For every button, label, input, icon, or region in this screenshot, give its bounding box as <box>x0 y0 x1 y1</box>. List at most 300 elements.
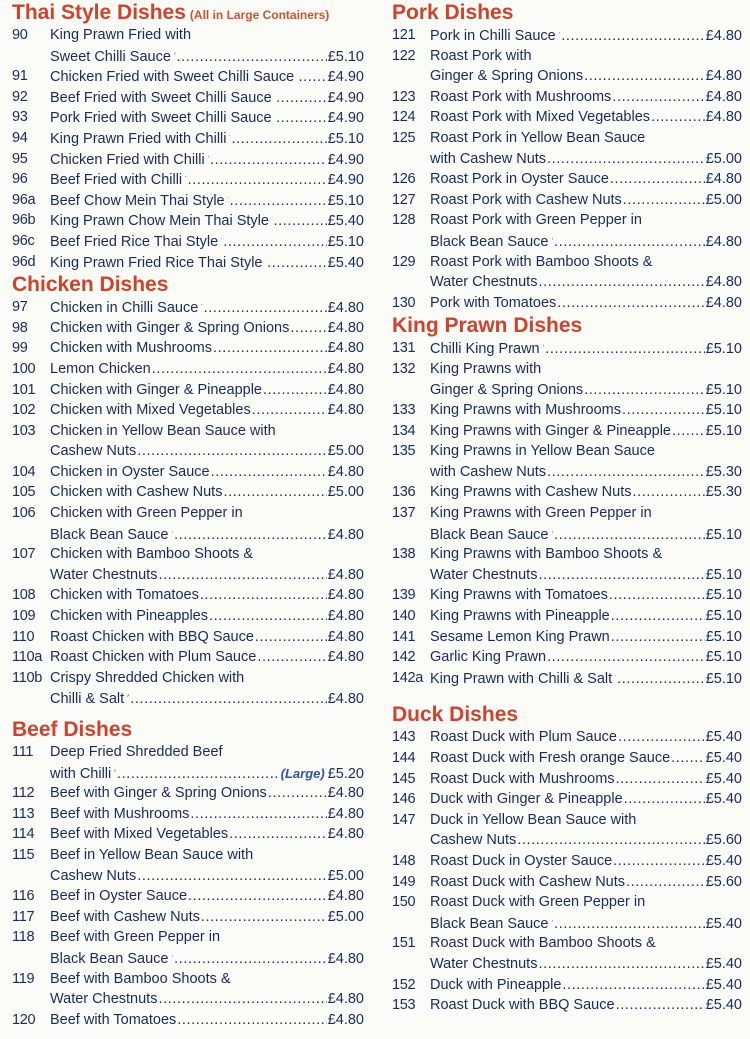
menu-item <box>392 892 742 933</box>
item-name: King Prawns with <box>430 360 542 377</box>
chilli-pepper-icon <box>221 231 222 246</box>
item-name: Beef Fried with Chilli <box>50 172 183 189</box>
dot-leader <box>158 989 326 1010</box>
chilli-pepper-icon <box>272 210 273 225</box>
dot-leader <box>174 525 327 546</box>
item-number: 103 <box>12 422 36 439</box>
menu-item <box>392 107 742 128</box>
item-price: £5.10 <box>705 628 742 645</box>
item-price: £5.60 <box>705 832 742 849</box>
menu-item <box>392 210 742 251</box>
menu-item <box>392 872 742 893</box>
menu-item <box>12 927 364 968</box>
menu-section-chicken-dishes <box>12 272 364 709</box>
item-name: Cashew Nuts <box>430 832 517 849</box>
chilli-pepper-icon <box>543 338 545 353</box>
dot-leader <box>622 400 705 421</box>
item-price: £5.40 <box>705 915 742 932</box>
item-price: £4.80 <box>327 381 364 398</box>
item-name: Black Bean Sauce <box>430 233 549 250</box>
item-price: £4.80 <box>327 826 364 843</box>
menu-item <box>12 87 364 108</box>
menu-item <box>392 128 742 169</box>
item-number: 110a <box>12 649 42 666</box>
item-number: 153 <box>392 997 416 1014</box>
item-name: King Prawns with Cashew Nuts <box>430 484 632 501</box>
dot-leader <box>618 727 705 748</box>
menu-item <box>12 783 364 804</box>
menu-item <box>392 668 742 689</box>
item-name: Garlic King Prawn <box>430 649 547 666</box>
menu-item <box>392 293 742 314</box>
item-price: £5.10 <box>705 587 742 604</box>
dot-leader <box>252 400 327 421</box>
dot-leader <box>209 606 327 627</box>
menu-item <box>12 380 364 401</box>
item-number: 135 <box>392 443 416 460</box>
item-price: £4.80 <box>327 950 364 967</box>
item-number: 133 <box>392 402 416 419</box>
item-name: Roast Pork with <box>430 47 532 64</box>
menu-item <box>12 503 364 544</box>
item-price: £5.10 <box>327 192 364 209</box>
item-number: 152 <box>392 976 416 993</box>
item-price: £5.40 <box>705 750 742 766</box>
item-number: 94 <box>12 129 28 146</box>
menu-item <box>392 421 742 442</box>
item-price: £5.10 <box>705 526 742 543</box>
dot-leader <box>672 421 705 442</box>
chilli-pepper-icon <box>552 913 554 928</box>
menu-item <box>12 128 364 149</box>
dot-leader <box>616 995 705 1016</box>
chilli-pepper-icon <box>185 169 186 184</box>
item-name: Chicken with Cashew Nuts <box>50 484 223 501</box>
item-price: £4.80 <box>705 68 742 85</box>
dot-leader <box>298 67 326 88</box>
item-number: 131 <box>392 340 416 357</box>
item-price: £4.80 <box>327 587 364 604</box>
dot-leader <box>562 975 704 996</box>
dot-leader <box>557 293 704 314</box>
item-price: £5.10 <box>705 608 742 625</box>
item-price: £4.80 <box>705 233 742 250</box>
item-number: 93 <box>12 109 28 126</box>
item-number: 128 <box>392 212 416 229</box>
menu-column-left <box>12 0 364 1030</box>
dot-leader <box>624 789 705 810</box>
item-name: Beef with Tomatoes <box>50 1011 177 1028</box>
item-number: 91 <box>12 68 28 85</box>
menu-item <box>392 769 742 790</box>
section-title-text: King Prawn Dishes <box>392 314 583 338</box>
item-price: £5.40 <box>705 770 742 787</box>
item-name: Chicken with Ginger & Spring Onions <box>50 319 290 336</box>
item-number: 95 <box>12 150 28 167</box>
item-name: King Prawns with Bamboo Shoots & <box>430 546 663 563</box>
item-number: 120 <box>12 1011 36 1028</box>
menu-section-thai-style-dishes <box>12 0 364 272</box>
menu-item <box>392 647 742 668</box>
item-name: King Prawn with Chilli & Salt <box>430 670 613 687</box>
item-number: 119 <box>12 970 35 987</box>
menu-item <box>392 400 742 421</box>
chilli-pepper-icon <box>552 524 554 539</box>
item-price: £4.80 <box>327 991 364 1008</box>
menu-item <box>392 606 742 627</box>
menu-item <box>12 359 364 380</box>
section-note: (All in Large Containers) <box>189 8 330 22</box>
menu-item <box>392 585 742 606</box>
item-name: Roast Pork with Bamboo Shoots & <box>430 253 653 270</box>
item-price: £4.80 <box>327 691 364 708</box>
item-name: Sesame Lemon King Prawn <box>430 628 610 645</box>
item-price: £4.80 <box>327 402 364 419</box>
item-name: Roast Duck in Oyster Sauce <box>430 852 613 869</box>
dot-leader <box>130 689 326 710</box>
item-price: £4.90 <box>327 151 364 168</box>
item-price: £4.80 <box>327 1011 364 1028</box>
item-number: 97 <box>12 299 28 316</box>
chilli-pepper-icon <box>201 297 202 312</box>
menu-item <box>12 647 364 668</box>
item-price: £5.40 <box>705 997 742 1014</box>
section-title <box>12 272 364 297</box>
item-price: £5.00 <box>705 150 742 167</box>
section-title <box>392 313 742 338</box>
menu-item <box>12 338 364 359</box>
item-name: Roast Chicken with Plum Sauce <box>50 649 257 666</box>
menu-item <box>392 338 742 359</box>
section-title-text: Thai Style Dishes <box>12 1 186 24</box>
dot-leader <box>223 482 326 503</box>
item-number: 141 <box>392 628 416 645</box>
dot-leader <box>158 565 326 586</box>
item-name: Deep Fried Shredded Beef <box>50 744 223 760</box>
item-name: Water Chestnuts <box>50 566 158 583</box>
item-name: Roast Duck with Bamboo Shoots & <box>430 935 656 952</box>
item-name: King Prawn Fried with <box>50 27 192 43</box>
item-name: Chicken with Ginger & Pineapple <box>50 381 262 398</box>
menu-item <box>12 845 364 886</box>
item-number: 138 <box>392 546 416 563</box>
menu-item <box>392 252 742 293</box>
section-title-text: Duck Dishes <box>392 703 519 727</box>
menu-item <box>12 421 364 462</box>
item-name: Beef in Oyster Sauce <box>50 888 188 905</box>
item-price: £4.80 <box>327 888 364 905</box>
menu-item <box>12 297 364 318</box>
item-name: Beef in Yellow Bean Sauce with <box>50 846 254 863</box>
item-number: 121 <box>392 27 416 43</box>
dot-leader <box>231 129 326 150</box>
menu-item <box>12 1010 364 1031</box>
dot-leader <box>617 669 705 690</box>
menu-item <box>12 66 364 87</box>
item-price: £4.80 <box>705 274 742 291</box>
menu-item <box>12 400 364 421</box>
dot-leader <box>263 380 327 401</box>
item-name: Beef with Mixed Vegetables <box>50 826 229 843</box>
item-price: £5.40 <box>327 213 364 230</box>
item-number: 96d <box>12 253 36 270</box>
item-name: Pork with Tomatoes <box>430 294 557 311</box>
section-title <box>392 702 742 727</box>
item-name: Roast Pork with Mushrooms <box>430 88 612 105</box>
chilli-pepper-icon <box>127 688 129 703</box>
menu-item <box>392 169 742 190</box>
item-number: 101 <box>12 381 36 398</box>
menu-section-beef-dishes <box>12 717 364 1030</box>
dot-leader <box>188 886 327 907</box>
item-number: 123 <box>392 88 416 105</box>
item-price: £5.40 <box>705 976 742 993</box>
item-price: £5.00 <box>327 484 364 501</box>
item-number: 151 <box>392 935 416 952</box>
item-number: 134 <box>392 422 416 439</box>
dot-leader <box>177 1010 326 1031</box>
item-name: Pork Fried with Sweet Chilli Sauce <box>50 110 272 127</box>
dot-leader <box>152 359 327 380</box>
item-price: £5.10 <box>705 670 742 687</box>
chilli-pepper-icon <box>174 46 176 61</box>
item-name: Black Bean Sauce <box>430 915 549 932</box>
item-number: 112 <box>12 785 35 802</box>
item-number: 92 <box>12 88 28 105</box>
item-price: £4.90 <box>327 110 364 127</box>
dot-leader <box>255 627 327 648</box>
item-name: King Prawn Chow Mein Thai Style <box>50 213 269 230</box>
item-price: £5.30 <box>705 484 742 501</box>
item-number: 142 <box>392 649 416 666</box>
item-name: Ginger & Spring Onions <box>430 68 584 85</box>
item-price: £5.00 <box>327 867 364 884</box>
dot-leader <box>554 914 705 935</box>
item-number: 148 <box>392 852 416 869</box>
dot-leader <box>188 170 327 191</box>
item-number: 107 <box>12 546 36 563</box>
item-name: Duck with Pineapple <box>430 976 562 993</box>
item-number: 122 <box>392 47 416 64</box>
item-number: 110b <box>12 669 42 686</box>
menu-item <box>392 46 742 87</box>
item-name: Beef with Cashew Nuts <box>50 908 200 925</box>
item-number: 129 <box>392 253 416 270</box>
item-name: Chilli & Salt <box>50 691 125 708</box>
item-name: King Prawns with Ginger & Pineapple <box>430 422 671 439</box>
item-name: Beef with Ginger & Spring Onions <box>50 785 267 802</box>
item-number: 90 <box>12 27 28 43</box>
item-name: Roast Duck with Cashew Nuts <box>430 873 626 890</box>
menu-item <box>12 190 364 211</box>
menu-item <box>12 318 364 339</box>
dot-leader <box>213 338 327 359</box>
item-name: Cashew Nuts <box>50 443 137 460</box>
dot-leader <box>651 107 705 128</box>
item-price: £4.80 <box>327 360 364 377</box>
dot-leader <box>538 565 704 586</box>
menu-item <box>12 210 364 231</box>
dot-leader <box>268 783 327 804</box>
item-price: £5.40 <box>705 791 742 808</box>
dot-leader <box>561 26 704 47</box>
chilli-pepper-icon <box>615 668 616 683</box>
menu-item <box>392 810 742 851</box>
item-name: Water Chestnuts <box>430 955 538 972</box>
menu-item <box>12 886 364 907</box>
section-title <box>12 717 364 742</box>
item-number: 96b <box>12 212 36 229</box>
item-number: 146 <box>392 791 416 808</box>
dot-leader <box>210 150 327 171</box>
item-price: £5.10 <box>705 422 742 439</box>
item-number: 127 <box>392 191 416 208</box>
item-number: 115 <box>12 846 35 863</box>
menu-item <box>12 804 364 825</box>
item-name: Roast Pork with Mixed Vegetables <box>430 109 651 126</box>
dot-leader <box>276 88 327 109</box>
item-name: Roast Pork in Yellow Bean Sauce <box>430 129 646 146</box>
item-number: 102 <box>12 402 36 419</box>
item-price: £5.00 <box>705 191 742 208</box>
item-number: 144 <box>392 750 416 766</box>
item-number: 150 <box>392 894 416 911</box>
item-price: £5.10 <box>705 649 742 666</box>
item-name: King Prawn Fried with Chilli <box>50 130 227 147</box>
item-name: Black Bean Sauce <box>50 950 169 967</box>
item-price: £4.80 <box>327 300 364 317</box>
dot-leader <box>204 298 327 319</box>
dot-leader <box>584 380 705 401</box>
item-name: with Cashew Nuts <box>430 463 547 480</box>
item-price: £4.80 <box>705 109 742 126</box>
menu-item <box>12 482 364 503</box>
chilli-pepper-icon <box>208 149 209 164</box>
item-number: 143 <box>392 729 416 746</box>
chilli-pepper-icon <box>275 87 276 102</box>
dot-leader <box>290 318 326 339</box>
item-name: Chicken with Green Pepper in <box>50 505 243 522</box>
dot-leader <box>257 647 326 668</box>
item-number: 109 <box>12 608 36 625</box>
menu-item <box>12 606 364 627</box>
dot-leader <box>616 769 705 790</box>
item-number: 130 <box>392 294 416 311</box>
menu-item <box>12 907 364 928</box>
dot-leader <box>610 169 705 190</box>
item-number: 100 <box>12 360 36 377</box>
item-price: £5.00 <box>327 443 364 460</box>
item-price: £5.10 <box>705 566 742 583</box>
dot-leader <box>267 253 327 274</box>
menu-item <box>392 933 742 974</box>
item-number: 110 <box>12 628 35 645</box>
menu-item <box>392 748 742 769</box>
chilli-pepper-icon <box>114 763 116 778</box>
item-price: £4.90 <box>327 172 364 189</box>
menu-item <box>392 727 742 748</box>
item-name: Beef with Green Pepper in <box>50 929 221 946</box>
section-title-text: Beef Dishes <box>12 718 133 741</box>
item-price: £4.80 <box>327 805 364 822</box>
item-name: with Cashew Nuts <box>430 150 547 167</box>
item-number: 113 <box>12 805 35 822</box>
dot-leader <box>538 954 704 975</box>
dot-leader <box>229 824 327 845</box>
item-price: £5.30 <box>705 463 742 480</box>
dot-leader <box>612 87 704 108</box>
item-number: 132 <box>392 360 416 377</box>
item-name: Roast Pork with Green Pepper in <box>430 212 642 229</box>
item-price: £4.80 <box>327 340 364 357</box>
item-number: 99 <box>12 340 28 357</box>
item-name: Duck in Yellow Bean Sauce with <box>430 811 637 828</box>
item-number: 105 <box>12 484 36 501</box>
item-price: £4.80 <box>327 463 364 480</box>
dot-leader <box>671 748 705 769</box>
menu-item <box>392 975 742 996</box>
item-number: 104 <box>12 463 36 480</box>
item-price: £4.80 <box>705 88 742 105</box>
item-number: 140 <box>392 608 416 625</box>
item-size: (Large) <box>280 765 325 781</box>
item-name: Roast Duck with Fresh orange Sauce <box>430 750 671 766</box>
chilli-pepper-icon <box>275 107 276 122</box>
item-number: 108 <box>12 587 36 604</box>
item-number: 125 <box>392 129 416 146</box>
item-name: Beef Fried with Sweet Chilli Sauce <box>50 89 272 106</box>
item-name: Chicken in Chilli Sauce <box>50 300 199 317</box>
chilli-pepper-icon <box>266 252 267 267</box>
menu-item <box>392 851 742 872</box>
menu-item <box>12 544 364 585</box>
dot-leader <box>200 585 327 606</box>
menu-item <box>392 87 742 108</box>
item-number: 136 <box>392 484 416 501</box>
item-name: Chicken Fried with Chilli <box>50 151 205 168</box>
item-price: £4.80 <box>327 566 364 583</box>
menu-item <box>12 627 364 648</box>
item-price: £4.80 <box>327 649 364 666</box>
item-name: with Chilli <box>50 765 112 782</box>
item-name: Crispy Shredded Chicken with <box>50 669 245 686</box>
item-name: Pork in Chilli Sauce <box>430 28 556 44</box>
menu-item <box>392 441 742 482</box>
item-name: Chicken with Bamboo Shoots & <box>50 546 254 563</box>
item-number: 116 <box>12 888 35 905</box>
item-number: 96 <box>12 171 28 188</box>
item-number: 114 <box>12 826 35 843</box>
menu-item <box>12 462 364 483</box>
item-name: Beef Fried Rice Thai Style <box>50 233 219 250</box>
item-price: £5.10 <box>705 402 742 419</box>
item-name: Roast Duck with BBQ Sauce <box>430 997 615 1014</box>
item-name: Black Bean Sauce <box>430 526 549 543</box>
menu-item <box>12 969 364 1010</box>
item-name: Chicken in Yellow Bean Sauce with <box>50 422 276 439</box>
menu-item <box>392 482 742 503</box>
menu-item <box>12 149 364 170</box>
menu-item <box>392 503 742 544</box>
item-price: £4.80 <box>705 294 742 311</box>
item-name: Water Chestnuts <box>430 274 538 291</box>
menu-section-pork-dishes <box>392 0 742 313</box>
chilli-pepper-icon <box>172 948 174 963</box>
item-name: Chicken with Pineapples <box>50 608 208 625</box>
item-price: £5.40 <box>705 955 742 972</box>
item-number: 149 <box>392 873 416 890</box>
item-name: Beef with Bamboo Shoots & <box>50 970 231 987</box>
